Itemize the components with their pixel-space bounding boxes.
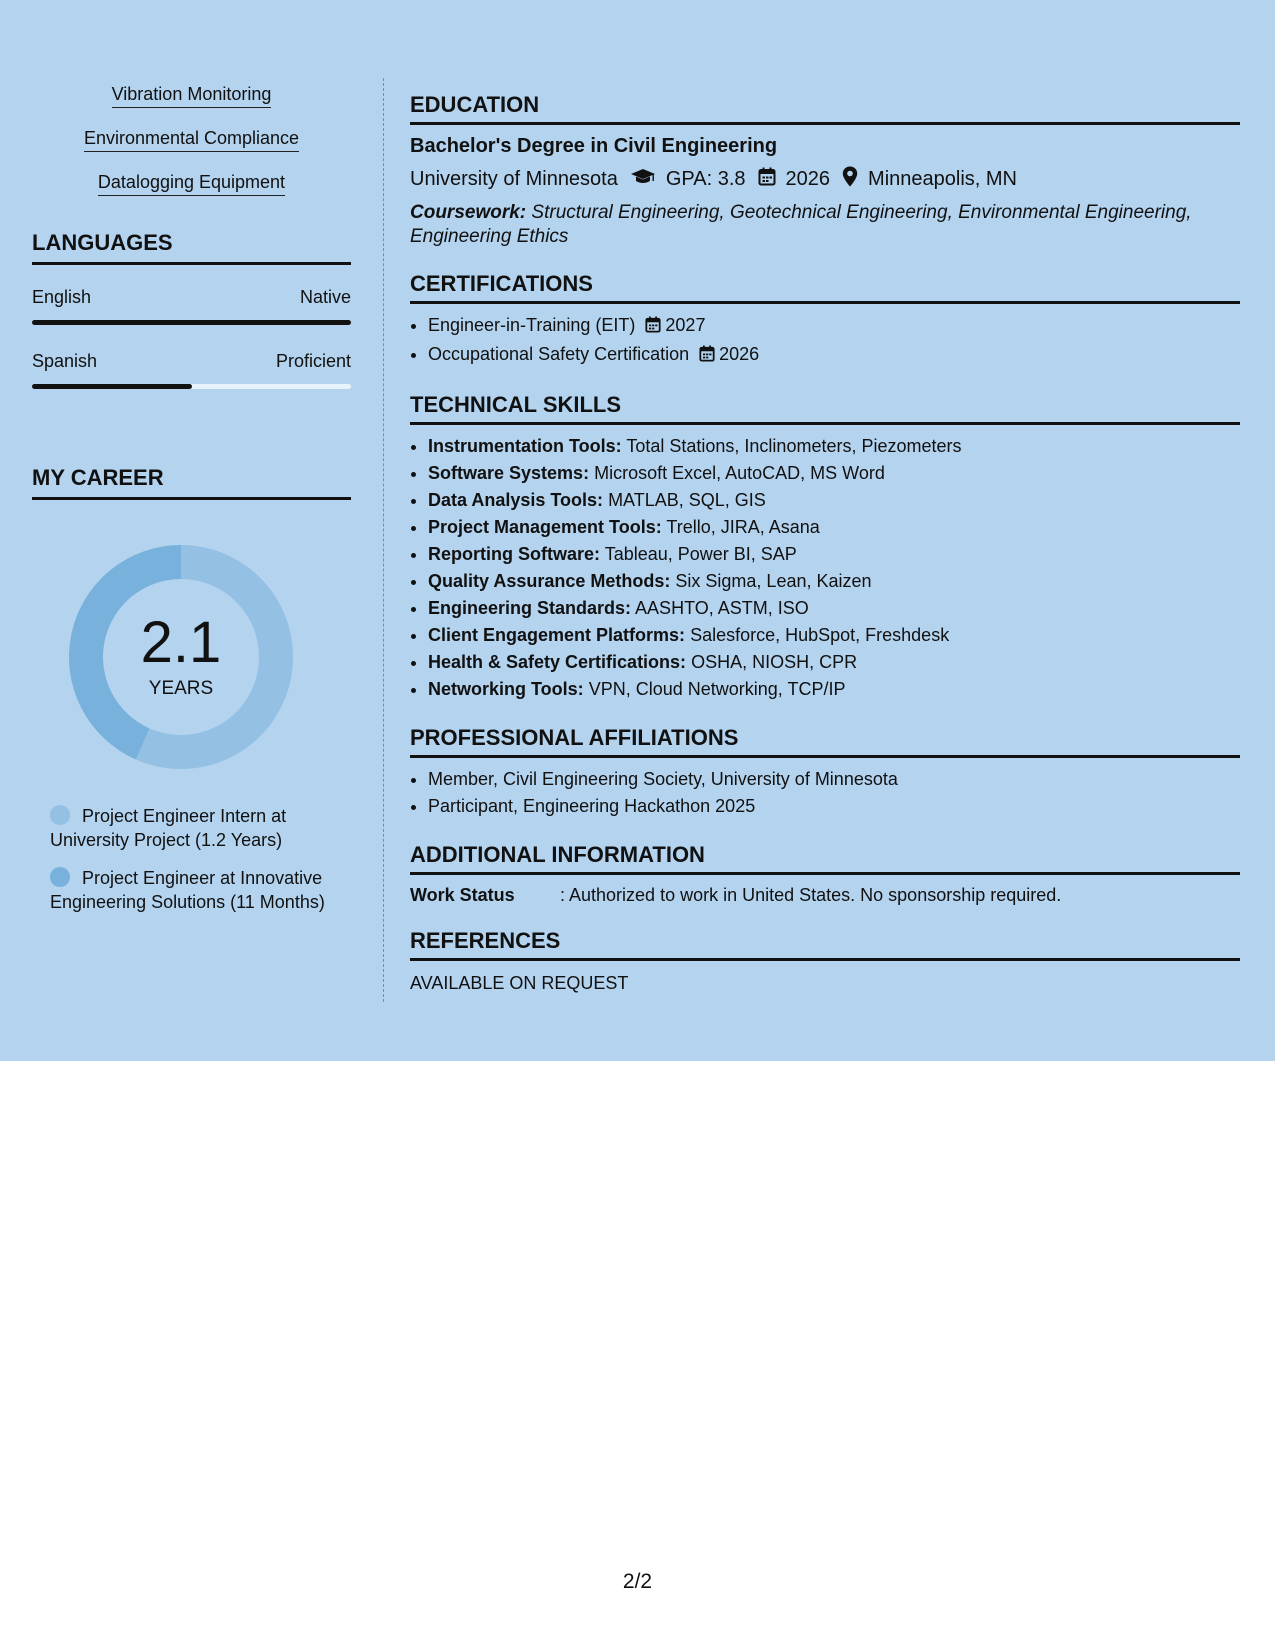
skill-value: Tableau, Power BI, SAP — [604, 544, 797, 564]
technical-skills-section — [410, 392, 1240, 703]
calendar-icon — [758, 167, 776, 192]
education-gpa: GPA: 3.8 — [665, 168, 746, 190]
language-proficiency-bar — [32, 384, 351, 389]
skill-item — [428, 595, 1240, 622]
work-status-row — [410, 885, 1240, 906]
references-title: REFERENCES — [410, 928, 1240, 961]
certifications-section — [410, 271, 1240, 370]
language-item — [32, 287, 351, 325]
skill-label: Software Systems: — [428, 463, 590, 483]
education-meta — [410, 166, 1240, 193]
affiliation-item: • Member, Civil Engineering Society, University of Minnesota — [428, 766, 1240, 793]
certification-name: Occupational Safety Certification — [428, 344, 690, 364]
affiliations-title: PROFESSIONAL AFFILIATIONS — [410, 725, 1240, 758]
skill-item — [428, 460, 1240, 487]
work-status-value: : Authorized to work in United States. No sponsorship required. — [560, 885, 1062, 905]
language-level: Proficient — [275, 351, 351, 371]
skill-tag-label: Datalogging Equipment — [98, 172, 285, 196]
skill-label: Engineering Standards: — [428, 598, 632, 618]
career-donut-chart — [66, 542, 296, 772]
sidebar — [32, 84, 351, 928]
education-year: 2026 — [785, 168, 831, 190]
language-proficiency-bar — [32, 320, 351, 325]
affiliations-section — [410, 725, 1240, 820]
skill-item — [428, 487, 1240, 514]
career-legend-item — [50, 866, 351, 914]
skill-item — [428, 541, 1240, 568]
skill-label: Project Management Tools: — [428, 517, 662, 537]
language-level: Native — [299, 287, 351, 307]
career-legend-item — [50, 804, 351, 852]
page-number: 2/2 — [622, 1570, 653, 1593]
skill-value: Salesforce, HubSpot, Freshdesk — [690, 625, 950, 645]
skill-label: Quality Assurance Methods: — [428, 571, 671, 591]
skill-label: Client Engagement Platforms: — [428, 625, 686, 645]
skill-item — [428, 433, 1240, 460]
affiliations-list — [410, 766, 1240, 820]
language-proficiency-fill — [32, 320, 351, 325]
skill-label: Data Analysis Tools: — [428, 490, 604, 510]
legend-dot-icon — [50, 867, 70, 887]
language-proficiency-fill — [32, 384, 192, 389]
skill-value: Microsoft Excel, AutoCAD, MS Word — [594, 463, 885, 483]
skill-label: Instrumentation Tools: — [428, 436, 622, 456]
additional-info-title: ADDITIONAL INFORMATION — [410, 842, 1240, 875]
coursework-list: Structural Engineering, Geotechnical Engineering, Environmental Engineering, Engineering Ethics — [410, 202, 1192, 247]
skill-tag — [32, 128, 351, 152]
education-university: University of Minnesota — [410, 168, 618, 190]
legend-dot-icon — [50, 805, 70, 825]
skill-value: AASHTO, ASTM, ISO — [635, 598, 809, 618]
skill-value: MATLAB, SQL, GIS — [608, 490, 766, 510]
skill-value: VPN, Cloud Networking, TCP/IP — [588, 679, 846, 699]
career-total-value: 2.1 — [140, 610, 222, 675]
skill-label: Reporting Software: — [428, 544, 601, 564]
skill-item — [428, 622, 1240, 649]
skill-item — [428, 649, 1240, 676]
coursework-label: Coursework: — [410, 202, 527, 223]
skill-tag — [32, 172, 351, 196]
column-divider — [383, 78, 384, 1002]
certification-year: 2027 — [665, 315, 706, 335]
certification-item — [428, 341, 1240, 370]
education-location: Minneapolis, MN — [868, 168, 1017, 190]
affiliation-item: • Participant, Engineering Hackathon 2025 — [428, 793, 1240, 820]
skill-value: OSHA, NIOSH, CPR — [691, 652, 858, 672]
calendar-icon — [645, 314, 661, 341]
language-name: English — [32, 287, 92, 307]
map-pin-icon — [842, 166, 858, 193]
career-title: MY CAREER — [32, 465, 351, 500]
skill-item — [428, 568, 1240, 595]
education-coursework — [410, 201, 1240, 249]
career-legend — [50, 804, 351, 914]
skill-item — [428, 514, 1240, 541]
certifications-list — [410, 312, 1240, 370]
career-entry-label: Project Engineer at Innovative Engineering Solutions (11 Months) — [50, 868, 325, 912]
technical-skills-list — [410, 433, 1240, 703]
calendar-icon — [699, 343, 715, 370]
career-total-unit: YEARS — [148, 678, 214, 699]
references-section — [410, 928, 1240, 994]
skill-tag-label: Environmental Compliance — [84, 128, 299, 152]
certification-name: Engineer-in-Training (EIT) — [428, 315, 636, 335]
certifications-title: CERTIFICATIONS — [410, 271, 1240, 304]
certification-year: 2026 — [719, 344, 760, 364]
language-name: Spanish — [32, 351, 98, 371]
skill-value: Six Sigma, Lean, Kaizen — [675, 571, 872, 591]
career-entry-label: Project Engineer Intern at University Project (1.2 Years) — [50, 806, 287, 850]
graduation-cap-icon — [630, 168, 656, 192]
work-status-label: Work Status — [410, 885, 515, 905]
skill-tag-label: Vibration Monitoring — [112, 84, 272, 108]
language-item — [32, 351, 351, 389]
languages-title: LANGUAGES — [32, 230, 351, 265]
skill-value: Trello, JIRA, Asana — [666, 517, 820, 537]
education-title: EDUCATION — [410, 92, 1240, 125]
education-degree: Bachelor's Degree in Civil Engineering — [410, 135, 778, 157]
skill-value: Total Stations, Inclinometers, Piezometers — [626, 436, 962, 456]
main-column — [410, 92, 1240, 994]
skill-label: Health & Safety Certifications: — [428, 652, 687, 672]
technical-skills-title: TECHNICAL SKILLS — [410, 392, 1240, 425]
certification-item — [428, 312, 1240, 341]
skill-label: Networking Tools: — [428, 679, 584, 699]
skill-tag — [32, 84, 351, 108]
skill-item — [428, 676, 1240, 703]
additional-info-section — [410, 842, 1240, 906]
references-text: AVAILABLE ON REQUEST — [410, 973, 629, 993]
